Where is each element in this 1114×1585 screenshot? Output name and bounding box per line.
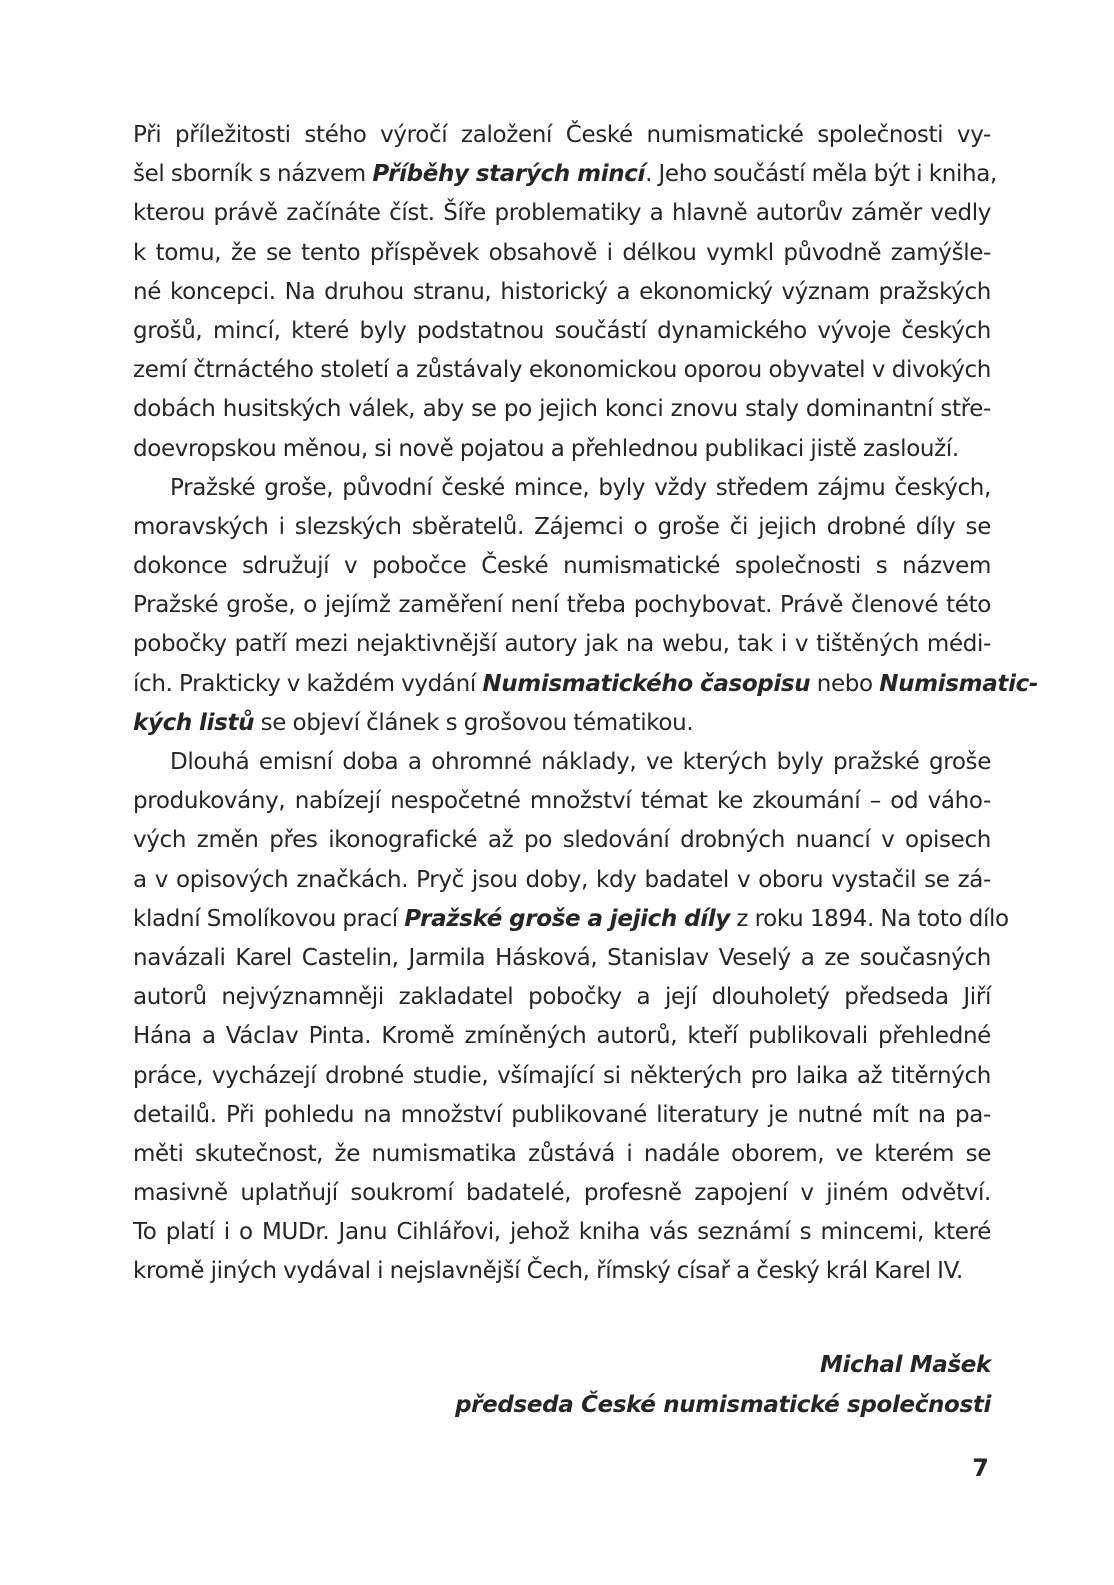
signature-role: předseda České numismatické společnosti: [455, 1392, 991, 1418]
text-line: [133, 1057, 991, 1096]
text-segment: z roku 1894. Na toto dílo: [729, 905, 1009, 932]
text-line: [133, 1174, 991, 1213]
text-segment: pobočky patří mezi nejaktivnější autory jak na webu, tak i v tištěných médi-: [133, 631, 991, 658]
text-segment: masivně uplatňují soukromí badatelé, profesně zapojení v jiném odvětví.: [133, 1180, 991, 1207]
paragraph: [133, 116, 997, 469]
text-segment: kterou právě začínáte číst. Šíře problematiky a hlavně autorův záměr vedly: [133, 200, 991, 227]
text-segment: ích. Prakticky v každém vydání: [133, 670, 483, 697]
text-line: [133, 469, 991, 508]
text-segment: doevropskou měnou, si nově pojatou a přehlednou publikaci jistě zaslouží.: [133, 435, 959, 462]
text-segment: Dlouhá emisní doba a ohromné náklady, ve kterých byly pražské groše: [170, 749, 991, 775]
text-line: [133, 861, 991, 900]
text-line: [133, 390, 991, 429]
text-line: [133, 939, 991, 978]
body-text: [133, 116, 1039, 1292]
text-segment: navázali Karel Castelin, Jarmila Hásková, Stanislav Veselý a ze současných: [133, 944, 991, 971]
text-segment: Pražské groše, původní české mince, byly vždy středem zájmu českých,: [170, 474, 991, 501]
paragraph: [133, 469, 1039, 743]
text-segment: autorů nejvýznamněji zakladatel pobočky a její dlouholetý předseda Jiří: [133, 984, 991, 1011]
text-line: [133, 586, 991, 625]
text-line: [133, 547, 991, 586]
text-line: [133, 978, 991, 1017]
text-line: [133, 273, 991, 312]
text-line: [133, 234, 991, 273]
text-segment: a v opisových značkách. Pryč jsou doby, kdy badatel v oboru vystačil se zá-: [133, 866, 991, 893]
paragraph: [133, 743, 1009, 1292]
text-line: [133, 1213, 991, 1252]
text-segment: grošů, mincí, které byly podstatnou součástí dynamického vývoje českých: [133, 317, 991, 344]
text-segment: kladní Smolíkovou prací: [133, 905, 405, 932]
text-line: [133, 116, 991, 155]
title-emphasis: kých listů: [133, 709, 255, 736]
text-line: [133, 1017, 991, 1056]
text-segment: zemí čtrnáctého století a zůstávaly ekonomickou oporou obyvatel v divokých: [133, 357, 991, 384]
text-segment: dokonce sdružují v pobočce České numismatické společnosti s názvem: [133, 553, 991, 580]
text-line: [133, 1135, 991, 1174]
text-segment: se objeví článek s grošovou tématikou.: [254, 709, 694, 736]
text-line: [133, 312, 991, 351]
text-segment: kromě jiných vydával i nejslavnější Čech, římský císař a český král Karel IV.: [133, 1258, 963, 1285]
text-segment: šel sborník s názvem: [133, 161, 373, 188]
text-line: [133, 625, 991, 664]
text-segment: práce, vycházejí drobné studie, všímající si některých pro laika až titěrných: [133, 1062, 991, 1089]
text-line: [133, 194, 991, 233]
title-emphasis: Pražské groše a jejich díly: [404, 905, 730, 932]
text-segment: detailů. Při pohledu na množství publikované literatury je nutné mít na pa-: [133, 1101, 991, 1128]
title-emphasis: Numismatic-: [879, 670, 1039, 697]
title-emphasis: Příběhy starých mincí: [372, 161, 646, 188]
text-line: [133, 1252, 991, 1291]
text-segment: dobách husitských válek, aby se po jejich konci znovu staly dominantní stře-: [133, 396, 991, 423]
text-segment: . Jeho součástí měla být i kniha,: [645, 161, 997, 188]
text-line: [133, 821, 991, 860]
text-segment: produkovány, nabízejí nespočetné množství témat ke zkoumání – od váho-: [133, 788, 991, 815]
text-segment: Při příležitosti stého výročí založení České numismatické společnosti vy-: [133, 122, 991, 148]
text-line: [133, 155, 997, 194]
text-line: [133, 508, 991, 547]
text-line: [133, 430, 991, 469]
signature-name: Michal Mašek: [820, 1352, 991, 1378]
text-segment: né koncepci. Na druhou stranu, historický a ekonomický význam pražských: [133, 278, 991, 305]
text-line: [133, 1096, 991, 1135]
text-segment: měti skutečnost, že numismatika zůstává i nadále oborem, ve kterém se: [133, 1140, 991, 1167]
text-line: [133, 900, 1009, 939]
text-segment: nebo: [810, 670, 880, 697]
title-emphasis: Numismatického časopisu: [482, 670, 811, 697]
text-segment: k tomu, že se tento příspěvek obsahově i délkou vymkl původně zamýšle-: [133, 239, 991, 266]
text-line: [133, 704, 991, 743]
text-segment: To platí i o MUDr. Janu Cihlářovi, jehož kniha vás seznámí s mincemi, které: [133, 1219, 991, 1246]
text-line: [133, 782, 991, 821]
text-line: [133, 351, 991, 390]
text-line: [133, 665, 1039, 704]
text-segment: moravských i slezských sběratelů. Zájemci o groše či jejich drobné díly se: [133, 513, 991, 540]
text-segment: Pražské groše, o jejímž zaměření není třeba pochybovat. Právě členové této: [133, 592, 991, 619]
text-line: [133, 743, 991, 782]
signature: [455, 1345, 991, 1425]
text-segment: Hána a Václav Pinta. Kromě zmíněných autorů, kteří publikovali přehledné: [133, 1023, 991, 1050]
page-number: 7: [972, 1454, 989, 1482]
text-segment: vých změn přes ikonografické až po sledování drobných nuancí v opisech: [133, 827, 991, 854]
